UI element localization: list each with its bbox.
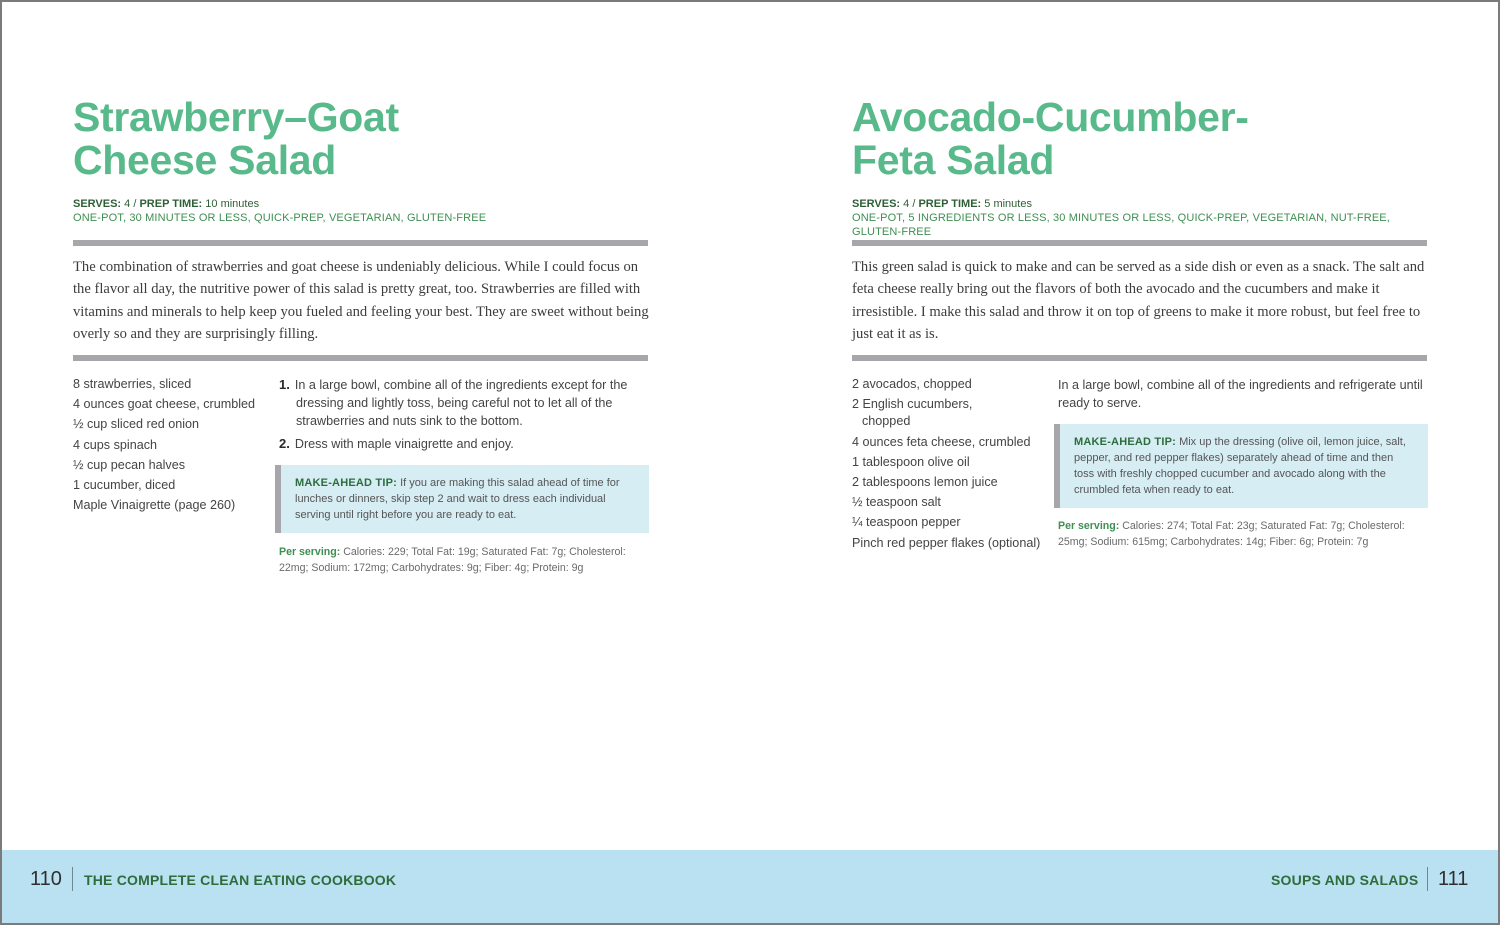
tip-text: If you are making this salad ahead of time for lunches or dinners, skip step 2 and wait to dress each individual serving until right before you are ready to eat. <box>295 477 620 521</box>
title-line: Strawberry–Goat <box>73 94 399 140</box>
ingredient-item: 2 avocados, chopped <box>852 377 972 391</box>
title-line: Avocado-Cucumber- <box>852 94 1249 140</box>
nutrition-label: Per serving: <box>279 546 341 558</box>
step-item <box>279 435 649 453</box>
serves-prep: SERVES: 4 / PREP TIME: 10 minutes <box>73 198 260 210</box>
nutrition-label: Per serving: <box>1058 520 1120 532</box>
step-text: In a large bowl, combine all of the ingredients and refrigerate until ready to serve. <box>1058 378 1423 410</box>
recipe-meta <box>73 197 653 225</box>
serves-value: 4 <box>124 198 131 210</box>
prep-label: PREP TIME: <box>139 198 203 210</box>
ingredient-item: ½ teaspoon salt <box>852 495 941 510</box>
ingredient-list <box>852 376 1042 555</box>
footer-separator <box>1427 867 1428 891</box>
ingredient-item: 4 ounces feta cheese, crumbled <box>852 434 1031 449</box>
recipe-intro: This green salad is quick to make and can be served as a side dish or even as a snack. The salt and feta cheese really bring out the flavors of both the avocado and the cucumbers and make it irresistible. I make this salad and throw it on top of greens to make it more robust, but feel free to just eat it as is. <box>852 259 1425 342</box>
ingredient-item: ¼ teaspoon pepper <box>852 515 961 530</box>
divider <box>852 355 1427 361</box>
recipe-tags: ONE-POT, 30 MINUTES OR LESS, QUICK-PREP, VEGETARIAN, GLUTEN-FREE <box>73 212 487 224</box>
ingredient-item: 1 cucumber, diced <box>73 478 176 493</box>
step-number: 1. <box>279 377 290 392</box>
ingredient-list <box>73 376 263 517</box>
serves-label: SERVES: <box>73 198 122 210</box>
tip-label: MAKE-AHEAD TIP: <box>1074 436 1176 448</box>
divider <box>73 355 648 361</box>
recipe-title <box>73 96 399 182</box>
serves-label: SERVES: <box>852 198 901 210</box>
ingredient-item: 1 tablespoon olive oil <box>852 454 970 469</box>
ingredient-item: Pinch red pepper flakes (optional) <box>852 535 1041 550</box>
serves-value: 4 <box>903 198 910 210</box>
ingredient-item: 2 tablespoons lemon juice <box>852 475 998 490</box>
ingredient-item: 4 ounces goat cheese, crumbled <box>73 397 256 412</box>
step-number: 2. <box>279 436 290 451</box>
serves-prep: SERVES: 4 / PREP TIME: 5 minutes <box>852 198 1032 210</box>
divider <box>852 240 1427 246</box>
tip-text: Mix up the dressing (olive oil, lemon juice, salt, pepper, and red pepper flakes) separately ahead of time and then toss with freshly chopped cucumber and avocado along with the crumbled feta when ready to eat. <box>1074 436 1406 496</box>
prep-value: 5 minutes <box>984 198 1032 210</box>
prep-label: PREP TIME: <box>918 198 982 210</box>
step-list <box>279 376 649 458</box>
book-title: THE COMPLETE CLEAN EATING COOKBOOK <box>84 872 397 888</box>
recipe-tags: ONE-POT, 5 INGREDIENTS OR LESS, 30 MINUTES OR LESS, QUICK-PREP, VEGETARIAN, NUT-FREE, GLUTEN-FREE <box>852 212 1391 238</box>
ingredient-item: Maple Vinaigrette (page 260) <box>73 498 236 513</box>
title-line: Cheese Salad <box>73 137 337 183</box>
ingredient-item: 8 strawberries, sliced <box>73 377 192 391</box>
ingredient-item: 4 cups spinach <box>73 437 158 452</box>
recipe-meta <box>852 197 1432 239</box>
title-line: Feta Salad <box>852 137 1055 183</box>
footer-separator <box>72 867 73 891</box>
ingredient-item: 2 English cucumbers, chopped <box>852 397 973 429</box>
divider <box>73 240 648 246</box>
chapter-title: SOUPS AND SALADS <box>1271 872 1419 888</box>
step-text: In a large bowl, combine all of the ingredients except for the dressing and lightly toss, being careful not to let all of the strawberries and nuts sink to the bottom. <box>294 378 628 428</box>
nutrition-text: Calories: 229; Total Fat: 19g; Saturated Fat: 7g; Cholesterol: 22mg; Sodium: 172mg; Carbohydrates: 9g; Fiber: 4g; Protein: 9g <box>279 546 626 574</box>
nutrition-info <box>1058 519 1408 550</box>
recipe-title <box>852 96 1249 182</box>
nutrition-text: Calories: 274; Total Fat: 23g; Saturated Fat: 7g; Cholesterol: 25mg; Sodium: 615mg; Carbohydrates: 14g; Fiber: 6g; Protein: 7g <box>1058 520 1405 548</box>
step-item <box>279 376 649 430</box>
right-page-number: 111 <box>1438 868 1469 890</box>
footer-band <box>2 850 1498 923</box>
make-ahead-tip <box>275 465 649 533</box>
step-list <box>1058 376 1428 412</box>
left-page-number: 110 <box>30 868 62 890</box>
recipe-intro: The combination of strawberries and goat cheese is undeniably delicious. While I could focus on the flavor all day, the nutritive power of this salad is pretty great, too. Strawberries are filled with vitamins and minerals to help keep you fueled and feeling your best. They are sweet without being overly so and they are surprisingly filling. <box>73 259 649 342</box>
nutrition-info <box>279 545 629 576</box>
tip-label: MAKE-AHEAD TIP: <box>295 477 397 489</box>
make-ahead-tip <box>1054 424 1428 508</box>
step-text: Dress with maple vinaigrette and enjoy. <box>294 437 514 451</box>
ingredient-item: ½ cup pecan halves <box>73 457 186 472</box>
ingredient-item: ½ cup sliced red onion <box>73 417 200 432</box>
prep-value: 10 minutes <box>205 198 260 210</box>
